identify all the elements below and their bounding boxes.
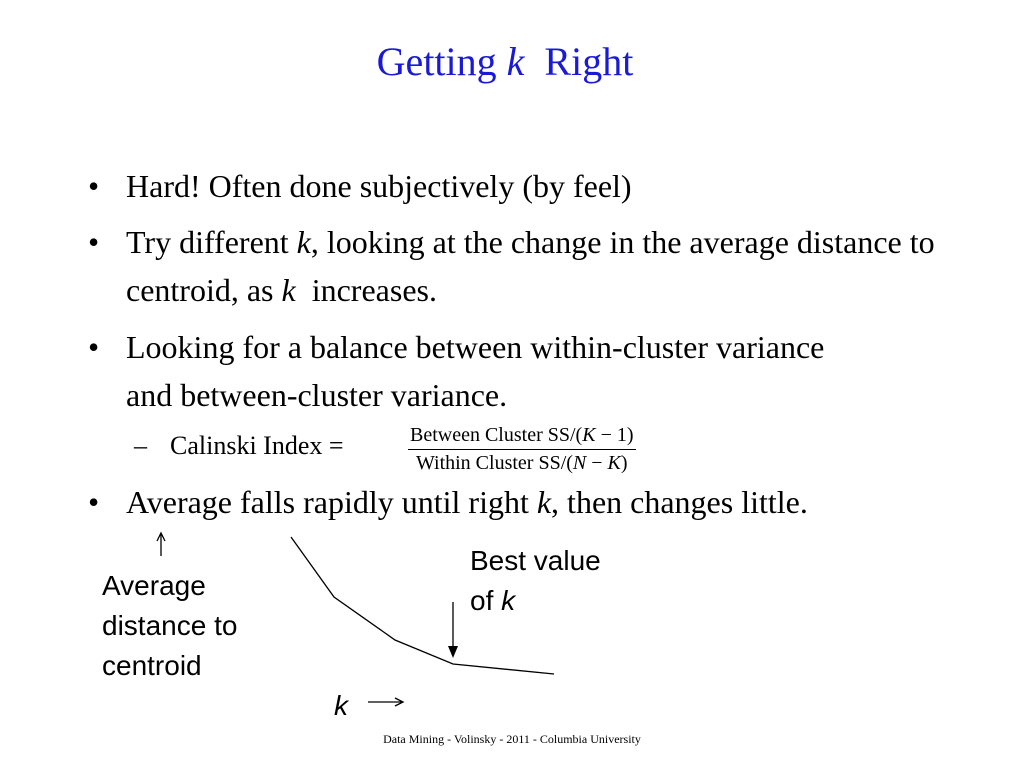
bullet-text-1: Hard! Often done subjectively (by feel): [126, 168, 632, 204]
numerator-var: K: [582, 424, 596, 446]
bullet-marker-3: •: [88, 329, 100, 365]
x-axis-label: [334, 686, 348, 726]
denominator-var1: N: [572, 452, 587, 474]
numerator-pre: Between Cluster SS/(: [410, 424, 583, 446]
y-axis-label-line-3: centroid: [102, 650, 202, 681]
bullet-marker-4: •: [88, 484, 100, 520]
title-text-post: Right: [524, 39, 634, 84]
y-axis-label: [102, 566, 237, 686]
bullet-text-3: Looking for a balance between within-cluster variance and between-cluster variance.: [126, 329, 825, 413]
best-value-of: of: [470, 585, 502, 616]
sub-bullet-dash: –: [134, 431, 147, 460]
denominator-pre: Within Cluster SS/(: [415, 452, 573, 474]
denominator-var2: K: [607, 452, 621, 474]
numerator-post: − 1): [595, 424, 634, 446]
x-axis-k: k: [334, 690, 348, 721]
denominator-mid: −: [586, 452, 608, 474]
best-value-k: k: [501, 585, 516, 616]
title-k: k: [506, 39, 525, 84]
title-text-pre: Getting: [376, 39, 507, 84]
bullet-4-pre: Average falls rapidly until right: [126, 484, 537, 520]
best-value-line-2: [470, 581, 601, 621]
bullet-2-pre: Try different: [126, 224, 297, 260]
denominator-post: ): [620, 452, 628, 474]
y-axis-label-line-2: distance to: [102, 610, 238, 641]
best-value-label: [470, 541, 601, 621]
bullet-marker-1: •: [88, 168, 100, 204]
bullet-marker-2: •: [88, 224, 100, 260]
bullet-2-post: increases.: [295, 272, 437, 308]
bullet-4-post: , then changes little.: [551, 484, 808, 520]
best-value-arrow-head: [448, 646, 458, 658]
bullet-2-mid: , looking at the change in the average distance to centroid, as: [126, 224, 935, 308]
bullet-2-k2: k: [281, 272, 296, 308]
bullet-2-k1: k: [296, 224, 311, 260]
bullet-4-k: k: [536, 484, 552, 520]
calinski-label: Calinski Index =: [170, 431, 344, 460]
footer: Data Mining - Volinsky - 2011 - Columbia University: [383, 732, 641, 746]
y-axis-label-line-1: Average: [102, 570, 206, 601]
best-value-line-1: Best value: [470, 545, 601, 576]
